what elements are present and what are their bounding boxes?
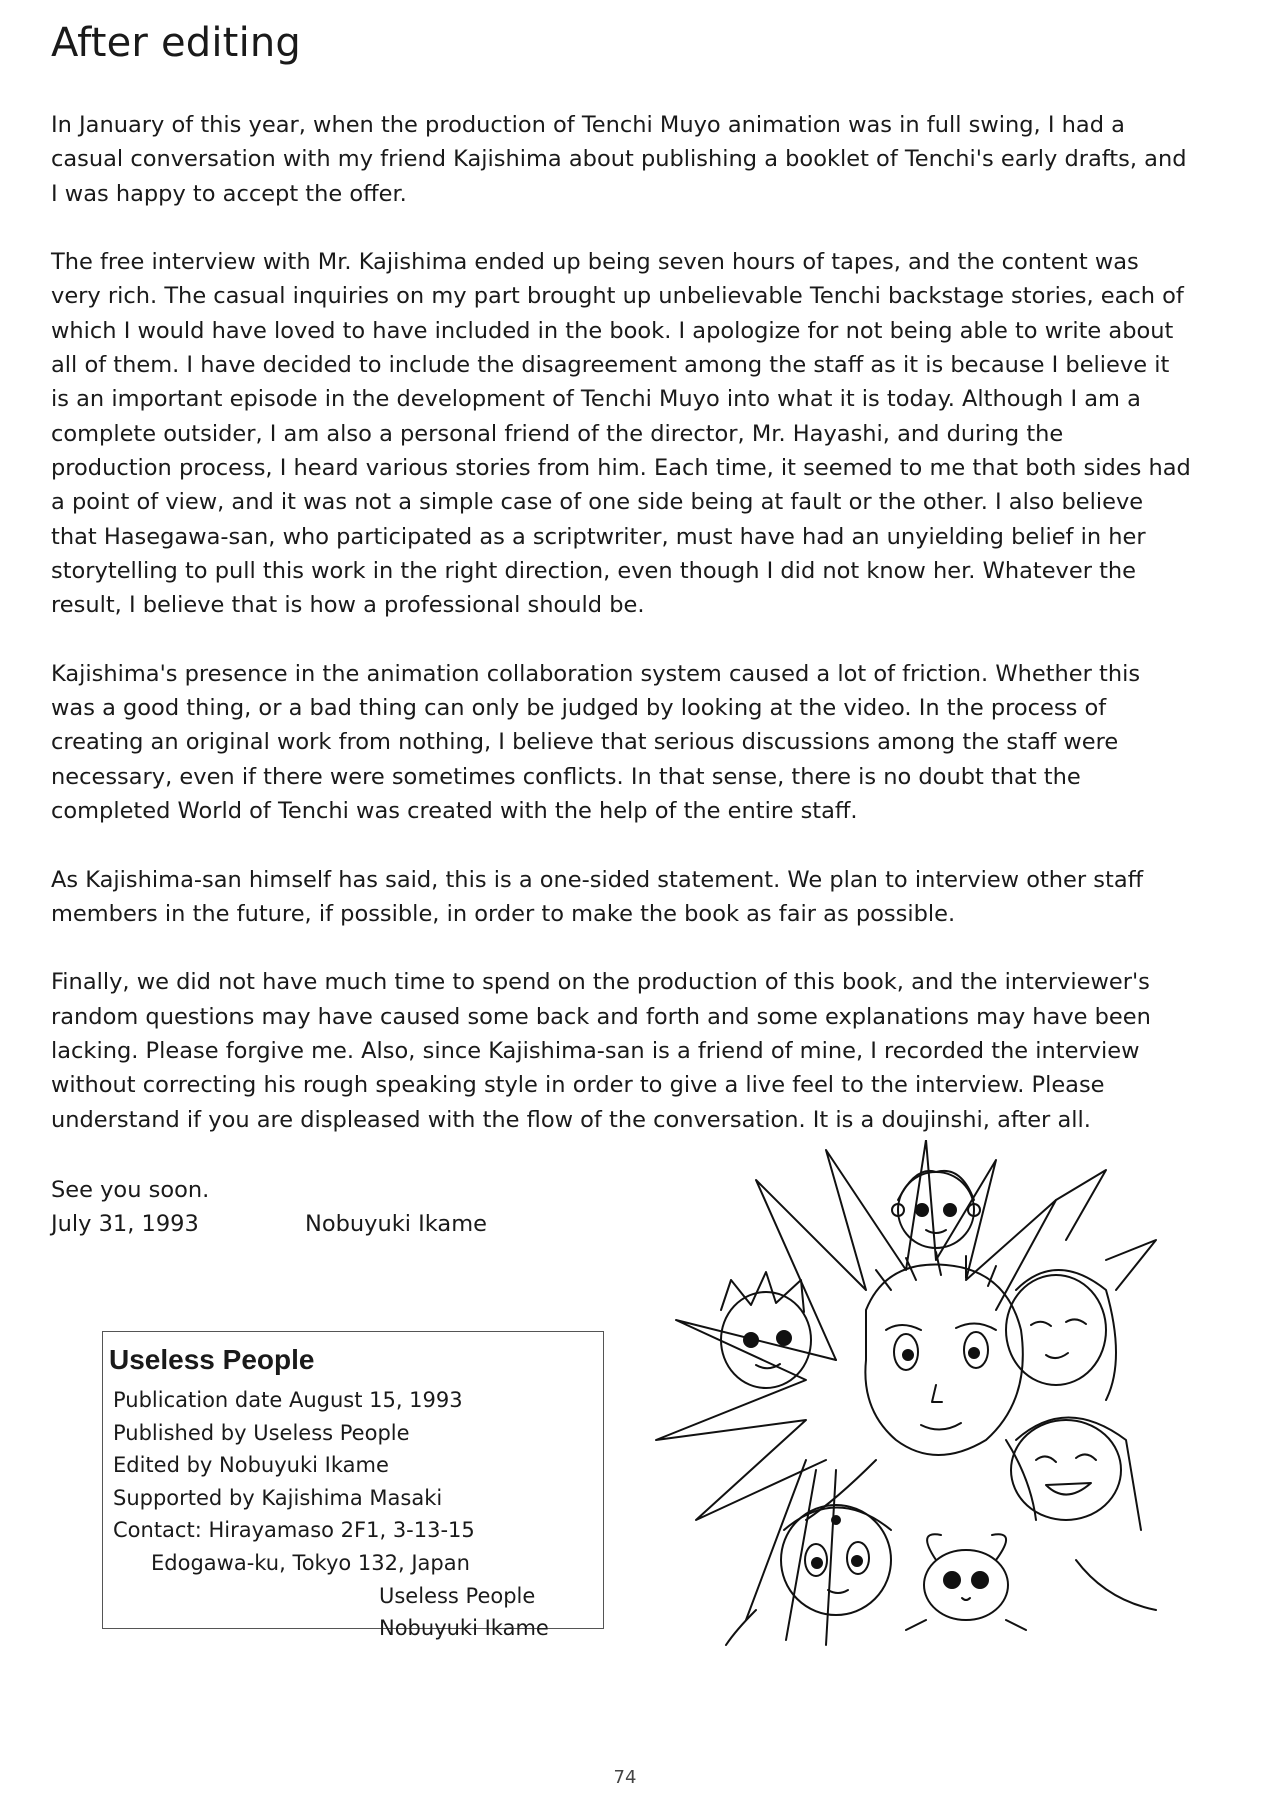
colophon-contact: Contact: Hirayamaso 2F1, 3-13-15 <box>113 1518 475 1543</box>
spiky-hair-icon <box>656 1140 1156 1645</box>
outline-stroke <box>726 1560 1156 1645</box>
page-number: 74 <box>613 1767 637 1788</box>
colophon-supported-by: Supported by Kajishima Masaki <box>113 1485 443 1510</box>
sign-off <box>51 1173 487 1241</box>
colophon-contact-person: Nobuyuki Ikame <box>379 1616 549 1641</box>
paragraph: The free interview with Mr. Kajishima ended up being seven hours of tapes, and the content was very rich. The casual inquiries on my part brought up unbelievable Tenchi backstage stories, each of which I would have loved to have included in the book. I apologize for not being able to write about all of them. I have decided to include the disagreement among the staff as it is because I believe it is an important episode in the development of Tenchi Muyo into what it is today. Although I am a complete outsider, I am also a personal friend of the director, Mr. Hayashi, and during the production process, I heard various stories from him. Each time, it seemed to me that both sides had a point of view, and it was not a simple case of one side being at fault or the other. I also believe that Hasegawa-san, who participated as a scriptwriter, must have had an unyielding belief in her storytelling to pull this work in the right direction, even though I did not know her. Whatever the result, I believe that is how a professional should be. <box>51 249 1191 619</box>
left-character-icon <box>721 1272 811 1388</box>
colophon-edited-by: Edited by Nobuyuki Ikame <box>113 1453 389 1478</box>
paragraph: As Kajishima-san himself has said, this is a one-sided statement. We plan to interview other staff members in the future, if possible, in order to make the book as fair as possible. <box>51 866 1144 927</box>
main-character-face-icon <box>865 1252 1022 1455</box>
rabbit-creature-icon <box>906 1534 1026 1630</box>
laughing-character-icon <box>1011 1418 1141 1531</box>
colophon-address: Edogawa-ku, Tokyo 132, Japan <box>151 1550 470 1575</box>
colophon-published-by: Published by Useless People <box>113 1420 410 1445</box>
paragraph: Finally, we did not have much time to spend on the production of this book, and the interviewer's random questions may have caused some back and forth and some explanations may have been lacking. Please forgive me. Also, since Kajishima-san is a friend of mine, I recorded the interview without correcting his rough speaking style in order to give a live feel to the interview. Please understand if you are displeased with the flow of the conversation. It is a doujinshi, after all. <box>51 969 1151 1133</box>
article-body <box>51 108 1191 1171</box>
colophon-box <box>102 1331 604 1641</box>
date-author-line <box>51 1207 487 1241</box>
colophon-title: Useless People <box>109 1344 315 1375</box>
sign-off-author: Nobuyuki Ikame <box>305 1211 487 1237</box>
sign-off-date: July 31, 1993 <box>51 1211 199 1237</box>
paragraph: In January of this year, when the production of Tenchi Muyo animation was in full swing, I had a casual conversation with my friend Kajishima about publishing a booklet of Tenchi's early drafts, and I was happy to accept the offer. <box>51 112 1187 207</box>
paragraph: Kajishima's presence in the animation collaboration system caused a lot of friction. Whether this was a good thing, or a bad thing can only be judged by looking at the video. In the process of creating an original work from nothing, I believe that serious discussions among the staff were necessary, even if there were sometimes conflicts. In that sense, there is no doubt that the completed World of Tenchi was created with the help of the entire staff. <box>51 660 1141 824</box>
colophon-publication-date: Publication date August 15, 1993 <box>113 1388 463 1412</box>
page-title: After editing <box>51 20 302 66</box>
bottom-girl-icon <box>781 1505 891 1615</box>
colophon-contact-org: Useless People <box>379 1583 536 1608</box>
closing-line: See you soon. <box>51 1177 210 1203</box>
anime-group-illustration-icon <box>636 1140 1176 1650</box>
